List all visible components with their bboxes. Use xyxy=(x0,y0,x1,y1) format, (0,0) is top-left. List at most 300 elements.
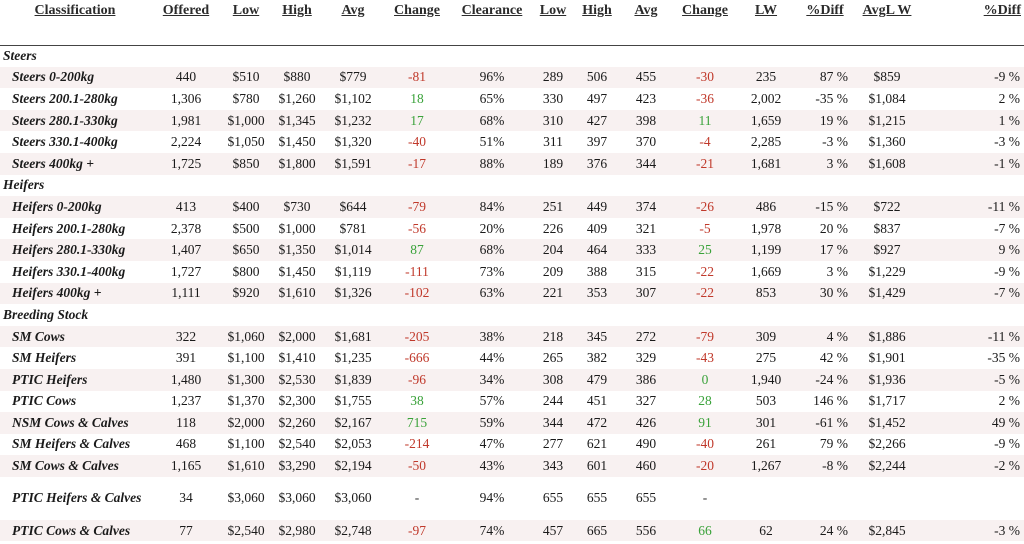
classification-cell: PTIC Cows & Calves xyxy=(0,520,150,542)
header-high[interactable]: High xyxy=(270,0,324,45)
avg-cell: $2,053 xyxy=(334,436,372,452)
section-title: Heifers xyxy=(3,177,45,193)
high-cents-cell: 451 xyxy=(586,393,608,409)
header-avg-lw[interactable]: AvgL W xyxy=(856,0,918,45)
offered-cell: 413 xyxy=(150,196,222,218)
header-high-cents[interactable]: High xyxy=(574,0,620,45)
diff-2-cell: -3 % xyxy=(918,520,1024,542)
classification-cell: NSM Cows & Calves xyxy=(0,412,150,434)
diff-cell: 4 % xyxy=(794,326,856,348)
lw-cell: 309 xyxy=(738,326,794,348)
header-avg-cents[interactable]: Avg xyxy=(620,0,672,45)
header-clearance[interactable]: Clearance xyxy=(452,0,532,45)
low-cents-cell: 655 xyxy=(542,490,564,506)
diff-2-cell: -9 % xyxy=(994,436,1020,452)
classification-cell: Heifers 330.1-400kg xyxy=(12,263,126,279)
table-row[interactable] xyxy=(0,391,1024,413)
avg-cents-cell: 307 xyxy=(620,283,672,305)
avg-cell: $1,839 xyxy=(324,369,382,391)
change-cell: -81 xyxy=(382,67,452,89)
lw-cell: 261 xyxy=(755,436,777,452)
avg-cents-cell: 321 xyxy=(635,220,657,236)
avg-cell: $781 xyxy=(339,220,367,236)
low-cell: $1,100 xyxy=(227,436,265,452)
lw-cell: 2,002 xyxy=(750,90,782,106)
avg-lw-cell: $722 xyxy=(856,196,918,218)
low-cents-cell: 277 xyxy=(542,436,564,452)
diff-cell: 42 % xyxy=(819,350,848,366)
avg-cents-cell: 423 xyxy=(635,90,657,106)
low-cell: $2,000 xyxy=(222,412,270,434)
table-row[interactable] xyxy=(0,88,1024,110)
classification-cell: Steers 400kg + xyxy=(0,153,150,175)
table-row[interactable] xyxy=(0,131,1024,153)
section-header-row xyxy=(0,45,1024,67)
diff-2-cell: -9 % xyxy=(994,263,1020,279)
low-cell: $2,540 xyxy=(222,520,270,542)
avg-cents-cell: 655 xyxy=(635,490,657,506)
avg-lw-cell: $1,215 xyxy=(856,110,918,132)
offered-cell: 2,224 xyxy=(170,134,202,150)
offered-cell: 1,306 xyxy=(170,90,202,106)
clearance-cell: 44% xyxy=(479,350,505,366)
high-cell: $1,450 xyxy=(278,134,316,150)
diff-2-cell: 49 % xyxy=(918,412,1024,434)
diff-2-cell: -7 % xyxy=(994,220,1020,236)
avg-lw-cell: $1,717 xyxy=(868,393,906,409)
avg-cents-cell: 329 xyxy=(635,350,657,366)
low-cell: $1,000 xyxy=(222,110,270,132)
change-cents-cell: -79 xyxy=(672,326,738,348)
header-diff[interactable]: %Diff xyxy=(794,0,856,45)
avg-lw-cell: $1,936 xyxy=(856,369,918,391)
table-row[interactable] xyxy=(0,434,1024,456)
lw-cell: 275 xyxy=(755,350,777,366)
change-cell: -50 xyxy=(382,455,452,477)
high-cents-cell: 397 xyxy=(586,134,608,150)
header-change[interactable]: Change xyxy=(382,0,452,45)
header-change-cents[interactable]: Change xyxy=(672,0,738,45)
avg-cell: $3,060 xyxy=(334,490,372,506)
low-cents-cell: 308 xyxy=(532,369,574,391)
change-cell: -214 xyxy=(404,436,430,452)
change-cents-cell: -21 xyxy=(672,153,738,175)
high-cell: $2,540 xyxy=(278,436,316,452)
clearance-cell: 68% xyxy=(452,110,532,132)
table-row[interactable] xyxy=(0,326,1024,348)
diff-2-cell: -35 % xyxy=(987,350,1020,366)
diff-2-cell: 2 % xyxy=(998,90,1020,106)
low-cents-cell: 457 xyxy=(532,520,574,542)
change-cell: -97 xyxy=(382,520,452,542)
header-diff-2[interactable]: %Diff xyxy=(918,0,1024,45)
avg-cell: $2,748 xyxy=(324,520,382,542)
high-cents-cell: 655 xyxy=(586,490,608,506)
classification-cell: SM Heifers xyxy=(12,350,77,366)
avg-lw-cell: $1,360 xyxy=(868,134,906,150)
low-cents-cell: 310 xyxy=(532,110,574,132)
change-cents-cell: -30 xyxy=(672,67,738,89)
diff-cell: 3 % xyxy=(794,153,856,175)
high-cents-cell: 409 xyxy=(586,220,608,236)
avg-cell: $1,755 xyxy=(334,393,372,409)
diff-cell xyxy=(794,477,856,520)
table-row[interactable] xyxy=(0,67,1024,89)
avg-cell: $1,232 xyxy=(324,110,382,132)
offered-cell: 391 xyxy=(175,350,197,366)
high-cell: $1,260 xyxy=(278,90,316,106)
lw-cell: 1,978 xyxy=(750,220,782,236)
section-header-row xyxy=(0,175,1024,197)
clearance-cell: 65% xyxy=(479,90,505,106)
clearance-cell: 63% xyxy=(452,283,532,305)
high-cell: $1,450 xyxy=(278,263,316,279)
change-cell: -56 xyxy=(408,220,426,236)
avg-cents-cell: 272 xyxy=(620,326,672,348)
change-cell: -666 xyxy=(404,350,430,366)
lw-cell: 301 xyxy=(738,412,794,434)
clearance-cell: 20% xyxy=(479,220,505,236)
change-cents-cell: 0 xyxy=(672,369,738,391)
diff-cell: 87 % xyxy=(794,67,856,89)
lw-cell: 235 xyxy=(738,67,794,89)
high-cell: $1,000 xyxy=(278,220,316,236)
low-cents-cell: 343 xyxy=(532,455,574,477)
avg-lw-cell: $1,429 xyxy=(856,283,918,305)
clearance-cell: 73% xyxy=(479,263,505,279)
change-cents-cell: 25 xyxy=(672,239,738,261)
avg-cents-cell: 460 xyxy=(620,455,672,477)
clearance-cell: 94% xyxy=(479,490,505,506)
low-cell: $800 xyxy=(232,263,260,279)
classification-cell: Steers 280.1-330kg xyxy=(0,110,150,132)
low-cents-cell: 218 xyxy=(532,326,574,348)
low-cell: $1,370 xyxy=(227,393,265,409)
lw-cell: 1,681 xyxy=(738,153,794,175)
clearance-cell: 74% xyxy=(452,520,532,542)
diff-2-cell: -5 % xyxy=(918,369,1024,391)
offered-cell: 1,165 xyxy=(150,455,222,477)
low-cell: $3,060 xyxy=(227,490,265,506)
table-row[interactable] xyxy=(0,261,1024,283)
classification-cell: Steers 200.1-280kg xyxy=(12,90,118,106)
avg-cell: $1,102 xyxy=(334,90,372,106)
avg-cents-cell: 315 xyxy=(635,263,657,279)
low-cell: $650 xyxy=(222,239,270,261)
classification-cell: SM Cows & Calves xyxy=(0,455,150,477)
diff-2-cell: 1 % xyxy=(918,110,1024,132)
low-cents-cell: 265 xyxy=(542,350,564,366)
header-row xyxy=(0,0,1024,45)
table-row[interactable] xyxy=(0,477,1024,520)
high-cell: $1,610 xyxy=(270,283,324,305)
clearance-cell: 47% xyxy=(479,436,505,452)
table-row[interactable] xyxy=(0,455,1024,477)
classification-cell: Heifers 280.1-330kg xyxy=(0,239,150,261)
lw-cell: 62 xyxy=(738,520,794,542)
low-cents-cell: 204 xyxy=(532,239,574,261)
high-cell: $880 xyxy=(270,67,324,89)
low-cell: $780 xyxy=(232,90,260,106)
classification-cell: SM Heifers & Calves xyxy=(12,436,131,452)
low-cell: $400 xyxy=(222,196,270,218)
clearance-cell: 88% xyxy=(452,153,532,175)
lw-cell: 1,199 xyxy=(738,239,794,261)
lw-cell: 503 xyxy=(755,393,777,409)
offered-cell: 1,237 xyxy=(170,393,202,409)
avg-cents-cell: 333 xyxy=(620,239,672,261)
offered-cell: 34 xyxy=(179,490,193,506)
avg-lw-cell: $1,452 xyxy=(856,412,918,434)
high-cell: $3,060 xyxy=(278,490,316,506)
offered-cell: 118 xyxy=(150,412,222,434)
table-row[interactable] xyxy=(0,520,1024,542)
clearance-cell: 84% xyxy=(452,196,532,218)
change-cents-cell: -26 xyxy=(672,196,738,218)
avg-lw-cell: $927 xyxy=(856,239,918,261)
change-cents-cell: -22 xyxy=(672,283,738,305)
diff-2-cell: -7 % xyxy=(918,283,1024,305)
section-header-row xyxy=(0,304,1024,326)
table-body xyxy=(0,45,1024,541)
lw-cell: 486 xyxy=(738,196,794,218)
low-cents-cell: 189 xyxy=(532,153,574,175)
clearance-cell: 57% xyxy=(479,393,505,409)
clearance-cell: 59% xyxy=(452,412,532,434)
high-cell: $2,530 xyxy=(270,369,324,391)
classification-cell: Steers 0-200kg xyxy=(0,67,150,89)
lw-cell: 1,940 xyxy=(738,369,794,391)
low-cents-cell: 311 xyxy=(543,134,563,150)
clearance-cell: 38% xyxy=(452,326,532,348)
low-cell: $920 xyxy=(222,283,270,305)
avg-lw-cell: $837 xyxy=(873,220,901,236)
change-cell: 87 xyxy=(382,239,452,261)
high-cell: $2,300 xyxy=(278,393,316,409)
offered-cell: 2,378 xyxy=(170,220,202,236)
table-row[interactable] xyxy=(0,218,1024,240)
avg-cell: $1,326 xyxy=(324,283,382,305)
avg-cell: $2,167 xyxy=(324,412,382,434)
diff-cell: 79 % xyxy=(819,436,848,452)
lw-cell: 853 xyxy=(738,283,794,305)
classification-cell: Heifers 0-200kg xyxy=(0,196,150,218)
low-cell: $510 xyxy=(222,67,270,89)
table-row[interactable] xyxy=(0,196,1024,218)
low-cents-cell: 330 xyxy=(542,90,564,106)
avg-lw-cell: $1,084 xyxy=(868,90,906,106)
avg-lw-cell: $1,901 xyxy=(868,350,906,366)
high-cell: $1,350 xyxy=(270,239,324,261)
avg-lw-cell: $2,266 xyxy=(868,436,906,452)
avg-cell: $1,681 xyxy=(324,326,382,348)
lw-cell: 1,659 xyxy=(738,110,794,132)
avg-cell: $1,235 xyxy=(334,350,372,366)
change-cell: -111 xyxy=(405,263,429,279)
avg-cents-cell: 426 xyxy=(620,412,672,434)
change-cell: -17 xyxy=(382,153,452,175)
header-offered[interactable]: Offered xyxy=(150,0,222,45)
offered-cell: 468 xyxy=(175,436,197,452)
diff-2-cell: -9 % xyxy=(918,67,1024,89)
high-cents-cell: 388 xyxy=(586,263,608,279)
table-row[interactable] xyxy=(0,369,1024,391)
diff-2-cell: -2 % xyxy=(918,455,1024,477)
clearance-cell: 43% xyxy=(452,455,532,477)
classification-cell: Heifers 200.1-280kg xyxy=(12,220,126,236)
change-cell: 38 xyxy=(410,393,424,409)
section-title: Breeding Stock xyxy=(3,306,89,322)
diff-cell: 19 % xyxy=(794,110,856,132)
offered-cell: 322 xyxy=(150,326,222,348)
table-row[interactable] xyxy=(0,412,1024,434)
offered-cell: 1,480 xyxy=(150,369,222,391)
diff-cell: -3 % xyxy=(822,134,848,150)
high-cell: $2,980 xyxy=(270,520,324,542)
diff-cell: 17 % xyxy=(794,239,856,261)
table-row[interactable] xyxy=(0,110,1024,132)
classification-cell: Heifers 400kg + xyxy=(0,283,150,305)
table-row[interactable] xyxy=(0,239,1024,261)
low-cents-cell: 221 xyxy=(532,283,574,305)
high-cell: $3,290 xyxy=(270,455,324,477)
change-cents-cell: -36 xyxy=(696,90,714,106)
avg-cents-cell: 327 xyxy=(635,393,657,409)
classification-cell: Steers 330.1-400kg xyxy=(12,134,118,150)
diff-cell: -8 % xyxy=(794,455,856,477)
low-cell: $1,610 xyxy=(222,455,270,477)
offered-cell: 77 xyxy=(150,520,222,542)
change-cell: 715 xyxy=(382,412,452,434)
diff-cell: -24 % xyxy=(794,369,856,391)
header-lw[interactable]: LW xyxy=(738,0,794,45)
offered-cell: 1,727 xyxy=(170,263,202,279)
avg-cell: $779 xyxy=(324,67,382,89)
high-cents-cell: 427 xyxy=(574,110,620,132)
change-cell: -96 xyxy=(382,369,452,391)
high-cell: $2,000 xyxy=(270,326,324,348)
table-row[interactable] xyxy=(0,153,1024,175)
diff-2-cell xyxy=(918,477,1024,520)
avg-cell: $1,591 xyxy=(324,153,382,175)
low-cents-cell: 226 xyxy=(542,220,564,236)
classification-cell: PTIC Heifers xyxy=(0,369,150,391)
avg-lw-cell: $859 xyxy=(856,67,918,89)
section-title: Steers xyxy=(3,48,37,64)
change-cents-cell: -4 xyxy=(699,134,711,150)
diff-cell: -35 % xyxy=(815,90,848,106)
low-cents-cell: 344 xyxy=(532,412,574,434)
classification-cell: PTIC Cows xyxy=(12,393,77,409)
low-cell: $850 xyxy=(222,153,270,175)
diff-2-cell: -3 % xyxy=(994,134,1020,150)
change-cell: -102 xyxy=(382,283,452,305)
change-cents-cell: 28 xyxy=(698,393,712,409)
diff-cell: -15 % xyxy=(794,196,856,218)
high-cents-cell: 353 xyxy=(574,283,620,305)
high-cell: $1,410 xyxy=(278,350,316,366)
high-cents-cell: 464 xyxy=(574,239,620,261)
lw-cell: 2,285 xyxy=(750,134,782,150)
avg-cell: $2,194 xyxy=(324,455,382,477)
offered-cell: 440 xyxy=(150,67,222,89)
change-cents-cell: -20 xyxy=(672,455,738,477)
avg-cell: $1,014 xyxy=(324,239,382,261)
high-cell: $730 xyxy=(270,196,324,218)
avg-lw-cell: $2,244 xyxy=(856,455,918,477)
low-cell: $1,060 xyxy=(222,326,270,348)
header-low[interactable]: Low xyxy=(222,0,270,45)
avg-cell: $1,119 xyxy=(334,263,372,279)
classification-cell: SM Cows xyxy=(0,326,150,348)
low-cents-cell: 244 xyxy=(542,393,564,409)
diff-cell: 24 % xyxy=(794,520,856,542)
high-cents-cell: 601 xyxy=(574,455,620,477)
low-cents-cell: 289 xyxy=(532,67,574,89)
classification-cell: PTIC Heifers & Calves xyxy=(12,490,142,506)
change-cents-cell: - xyxy=(702,490,708,506)
offered-cell: 1,725 xyxy=(150,153,222,175)
change-cell: - xyxy=(414,490,420,506)
change-cell: -40 xyxy=(408,134,426,150)
avg-lw-cell xyxy=(856,477,918,520)
change-cents-cell: 66 xyxy=(672,520,738,542)
table-row[interactable] xyxy=(0,347,1024,369)
high-cell: $1,800 xyxy=(270,153,324,175)
high-cents-cell: 376 xyxy=(574,153,620,175)
low-cents-cell: 251 xyxy=(532,196,574,218)
header-low-cents[interactable]: Low xyxy=(532,0,574,45)
high-cell: $2,260 xyxy=(270,412,324,434)
avg-cell: $1,320 xyxy=(334,134,372,150)
change-cents-cell: -22 xyxy=(696,263,714,279)
high-cents-cell: 472 xyxy=(574,412,620,434)
low-cents-cell: 209 xyxy=(542,263,564,279)
clearance-cell: 51% xyxy=(479,134,505,150)
change-cell: 18 xyxy=(410,90,424,106)
low-cell: $500 xyxy=(232,220,260,236)
offered-cell: 1,407 xyxy=(150,239,222,261)
high-cents-cell: 479 xyxy=(574,369,620,391)
avg-cents-cell: 344 xyxy=(620,153,672,175)
diff-2-cell: -1 % xyxy=(918,153,1024,175)
change-cell: -79 xyxy=(382,196,452,218)
change-cell: 17 xyxy=(382,110,452,132)
change-cents-cell: -43 xyxy=(696,350,714,366)
diff-2-cell: -11 % xyxy=(918,326,1024,348)
avg-cents-cell: 556 xyxy=(620,520,672,542)
avg-cents-cell: 386 xyxy=(620,369,672,391)
change-cents-cell: 11 xyxy=(672,110,738,132)
diff-2-cell: 9 % xyxy=(918,239,1024,261)
header-avg[interactable]: Avg xyxy=(324,0,382,45)
high-cents-cell: 382 xyxy=(586,350,608,366)
high-cents-cell: 497 xyxy=(586,90,608,106)
high-cents-cell: 665 xyxy=(574,520,620,542)
low-cell: $1,100 xyxy=(227,350,265,366)
table-row[interactable] xyxy=(0,283,1024,305)
diff-cell: 20 % xyxy=(819,220,848,236)
avg-cents-cell: 490 xyxy=(635,436,657,452)
avg-lw-cell: $1,229 xyxy=(868,263,906,279)
high-cents-cell: 621 xyxy=(586,436,608,452)
diff-cell: 30 % xyxy=(794,283,856,305)
header-classification[interactable]: Classification xyxy=(0,0,150,45)
lw-cell: 1,267 xyxy=(738,455,794,477)
diff-cell: -61 % xyxy=(794,412,856,434)
change-cents-cell: -40 xyxy=(696,436,714,452)
avg-cents-cell: 370 xyxy=(635,134,657,150)
